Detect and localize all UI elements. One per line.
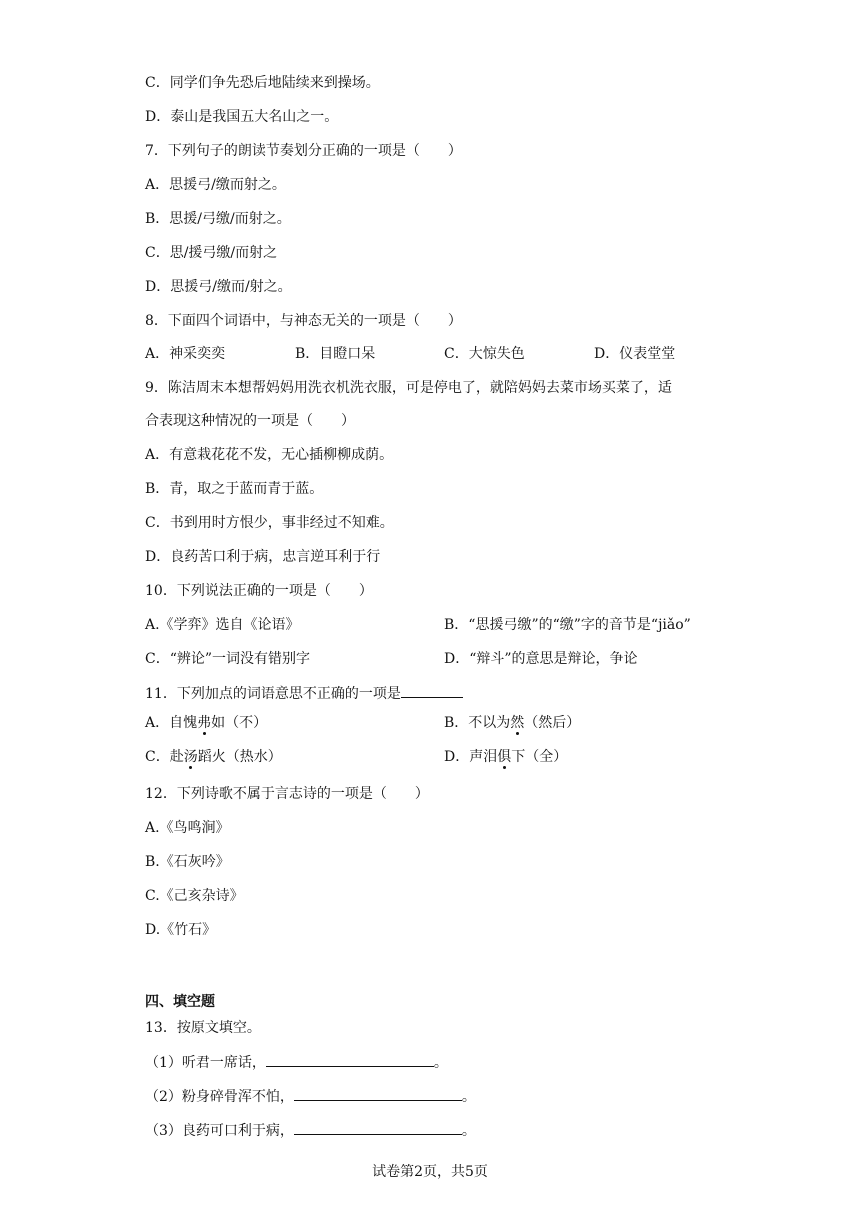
fill-blank[interactable] (266, 1052, 434, 1067)
q11-option-a-suffix: 如（不） (211, 715, 268, 731)
period: 。 (461, 1089, 476, 1105)
period: 。 (433, 1055, 448, 1071)
q12-option-d: D.《竹石》 (145, 922, 217, 938)
q11-option-d-suffix: 下（全） (511, 749, 568, 765)
q11-stem (145, 683, 463, 703)
q8-stem: 8．下面四个词语中，与神态无关的一项是（ ） (145, 313, 462, 329)
q11-option-a (145, 713, 267, 733)
page-footer: 试卷第2页，共5页 (372, 1164, 488, 1180)
q8-option-c: C．大惊失色 (444, 346, 525, 362)
q11-option-b-prefix: B．不以为 (444, 715, 511, 731)
q9-stem-line1: 9．陈洁周末本想帮妈妈用洗衣机洗衣服，可是停电了，就陪妈妈去菜市场买菜了，适 (145, 380, 672, 396)
q11-answer-blank (401, 683, 463, 698)
emphasis-dot-char: 俱 (497, 749, 512, 765)
fill-blank[interactable] (294, 1086, 462, 1101)
q8-option-b: B．目瞪口呆 (295, 346, 376, 362)
q6-option-d: D．泰山是我国五大名山之一。 (145, 109, 339, 125)
period: 。 (461, 1123, 476, 1139)
q13-stem: 13．按原文填空。 (145, 1020, 261, 1036)
q13-item-2 (145, 1086, 476, 1106)
q9-option-b: B．青，取之于蓝而青于蓝。 (145, 481, 324, 497)
q9-option-d: D．良药苦口利于病，忠言逆耳利于行 (145, 549, 381, 565)
q6-option-c: C．同学们争先恐后地陆续来到操场。 (145, 75, 380, 91)
q10-option-d: D．“辩斗”的意思是辩论，争论 (444, 651, 638, 667)
q7-option-a: A．思援弓/缴而射之。 (145, 177, 286, 193)
q11-stem-text: 11．下列加点的词语意思不正确的一项是 (145, 686, 401, 702)
q7-stem: 7．下列句子的朗读节奏划分正确的一项是（ ） (145, 143, 462, 159)
q9-option-c: C．书到用时方恨少，事非经过不知难。 (145, 515, 394, 531)
q12-option-c: C.《己亥杂诗》 (145, 888, 244, 904)
q10-option-a: A.《学弈》选自《论语》 (145, 617, 300, 633)
q13-item-1 (145, 1052, 448, 1072)
q10-option-b: B．“思援弓缴”的“缴”字的音节是“jiǎo” (444, 617, 691, 633)
q9-option-a: A．有意栽花花不发，无心插柳柳成荫。 (145, 447, 394, 463)
q11-option-a-prefix: A．自愧 (145, 715, 198, 731)
q8-option-a: A．神采奕奕 (145, 346, 226, 362)
q10-stem: 10．下列说法正确的一项是（ ） (145, 583, 373, 599)
q11-option-c (145, 747, 282, 767)
q12-option-b: B.《石灰吟》 (145, 854, 230, 870)
q11-option-b-suffix: （然后） (524, 715, 581, 731)
emphasis-dot-char: 弗 (197, 715, 212, 731)
emphasis-dot-char: 汤 (183, 749, 198, 765)
q10-option-c: C．“辨论”一词没有错别字 (145, 651, 311, 667)
q7-option-c: C．思/援弓缴/而射之 (145, 245, 278, 261)
section-heading: 四、填空题 (145, 994, 215, 1010)
q13-item-1-text: （1）听君一席话， (145, 1055, 266, 1071)
q11-option-d (444, 747, 567, 767)
q11-option-b (444, 713, 580, 733)
q13-item-3 (145, 1120, 476, 1140)
fill-blank[interactable] (294, 1120, 462, 1135)
q7-option-b: B．思援/弓缴/而射之。 (145, 211, 291, 227)
q11-option-c-prefix: C．赴 (145, 749, 184, 765)
q11-option-c-suffix: 蹈火（热水） (197, 749, 282, 765)
q11-option-d-prefix: D．声泪 (444, 749, 498, 765)
q13-item-3-text: （3）良药可口利于病， (145, 1123, 294, 1139)
q13-item-2-text: （2）粉身碎骨浑不怕， (145, 1089, 294, 1105)
q12-stem: 12．下列诗歌不属于言志诗的一项是（ ） (145, 786, 429, 802)
emphasis-dot-char: 然 (510, 715, 525, 731)
q12-option-a: A.《鸟鸣涧》 (145, 820, 230, 836)
q9-stem-line2: 合表现这种情况的一项是（ ） (145, 413, 355, 429)
q8-option-d: D．仪表堂堂 (594, 346, 676, 362)
q7-option-d: D．思援弓/缴而/射之。 (145, 279, 292, 295)
